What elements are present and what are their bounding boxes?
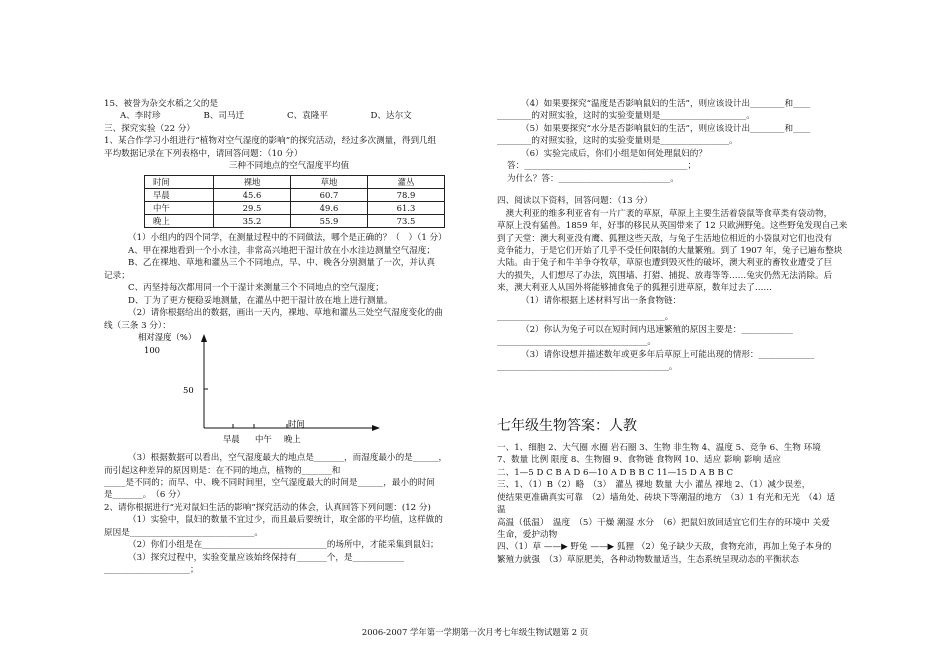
reading-line: 大陆。由于兔子和牛羊争夺牧草，草原也遭到毁灭性的破坏，澳大利亚的畜牧业遭受了巨: [497, 258, 833, 269]
table-cell: 45.6: [214, 188, 291, 201]
option-c: C、袁隆平: [287, 111, 328, 122]
question-2-5-cont: ________的对照实验，这时的实验变量则是________________。: [497, 136, 738, 147]
table-row: [145, 188, 445, 201]
section-4-heading: 四、阅读以下资料，回答问题：（13 分）: [497, 196, 653, 207]
option-b: B、司马迁: [203, 111, 245, 122]
right-column: [497, 98, 848, 566]
table-header-cell: 时间: [145, 175, 214, 188]
table-header-cell: 裸地: [214, 175, 291, 188]
option-1-1-b-cont: 记录；: [104, 270, 130, 281]
arrow-right-icon: ——▶: [543, 542, 568, 553]
question-1-2-cont: 线（三条 3 分）：: [104, 320, 171, 331]
reading-line: 澳大利亚的维多利亚省有一片广袤的草原，草原上主要生活着袋鼠等食草类有袋动物，: [497, 208, 833, 219]
question-2-6-why: 为什么？答：__________________________。: [507, 173, 679, 184]
x-tick-label: 中午: [255, 434, 272, 445]
question-1-intro-2: 平均数据记录在下列表格中，请回答问题：（10 分）: [104, 148, 303, 159]
question-2-5: （5）如果要探究“水分是否影响鼠妇的生活”，则应该设计出________和____: [521, 123, 811, 134]
table-row: [145, 202, 445, 215]
y-tick-label: 50: [183, 385, 194, 396]
left-column: [104, 98, 454, 577]
arrow-right-icon: ——▶: [590, 542, 615, 553]
answer-line: 温: [497, 505, 506, 516]
humidity-chart: [104, 332, 454, 452]
reading-line: 到了天堂：澳大利亚没有鹰、狐狸这些天敌，与兔子生活地位相近的小袋鼠对它们也没有: [497, 233, 833, 244]
question-2-1-cont: 原因是_____________________________。: [104, 527, 263, 538]
reading-question-2: （2）你认为兔子可以在短时间内迅速繁殖的原因主要是：____________: [521, 324, 793, 335]
question-2-6-answer: 答：______________________________________；: [507, 161, 697, 172]
question-2-4-cont: ________的对照实验，这时的实验变量则是____________________。: [497, 111, 755, 122]
table-cell: 29.5: [214, 202, 291, 215]
answer-line: 使结果更准确真实可靠 （2）墙角处、砖块下等潮湿的地方 （3）1 有光和无光 （4）适: [497, 492, 836, 503]
answer-line: 三、1、（1）B（2）略 （3） 灌丛 裸地 数量 大小 灌丛 裸地 2、（1）减少误差，: [497, 480, 811, 491]
x-axis-arrow: [372, 425, 380, 431]
reading-question-3-blank: ________________________________________。: [497, 362, 678, 373]
question-2-2: （2）你们小组是在_____________________________的场所中，才能采集到鼠妇；: [128, 540, 439, 551]
answer-line: 一、1、细胞 2、大气圈 水圈 岩石圈 3、生物 非生物 4、温度 5、竞争 6、生物 环境: [497, 442, 821, 453]
table-cell: 49.6: [291, 202, 368, 215]
reading-line: 来，澳大利亚人从国外将能够捕食兔子的狐狸引进草原，数年过去了……: [497, 283, 773, 294]
question-1-3: （3）根据数据可以看出，空气湿度最大的地点是_______，而湿度最小的是______，: [128, 453, 448, 464]
option-d: D、达尔文: [370, 111, 412, 122]
reading-question-1-blank: _______________________________________。: [497, 312, 674, 323]
reading-question-1: （1）请你根据上述材料写出一条食物链：: [521, 295, 682, 306]
question-2: 2、请你根据进行“光对鼠妇生活的影响”探究活动的体会，认真回答下列问题：(12 分): [104, 502, 431, 513]
answer-line: 二、1—5 D C B A D 6—10 A D B B C 11—15 D A B B C: [497, 467, 734, 478]
option-a: A、李时珍: [120, 111, 161, 122]
table-header-cell: 草地: [291, 175, 368, 188]
question-2-3: （3）探究过程中，实验变量应该始终保持有_______个，是____________: [128, 552, 405, 563]
table-cell: 35.2: [214, 215, 291, 228]
reading-line: 草原上没有猛兽。1859 年，好事的移民从英国带来了 12 只欧洲野兔。这些野兔发现自己来: [497, 221, 848, 232]
question-1-3-cont-2: _____是不同的；而早、中、晚不同时间里，空气湿度最大的时间是______，最小的时间: [104, 478, 435, 488]
table-row: [145, 215, 445, 228]
x-tick-label: 早晨: [223, 434, 240, 445]
question-1-3-cont-3: 是_______。 （6 分）: [104, 490, 186, 501]
answer-4-mid: 野兔: [570, 542, 588, 553]
table-cell: 早晨: [145, 188, 214, 201]
table-cell: 中午: [145, 202, 214, 215]
section-3-heading: 三、探究实验（22 分）: [104, 123, 196, 134]
answer-4-rest: （2）兔子缺少天敌，食物充沛，再加上兔子本身的: [636, 542, 832, 553]
reading-question-2-blank: ___________________________________。: [497, 337, 656, 348]
x-axis-label: 时间: [288, 419, 305, 430]
y-tick-label: 100: [144, 345, 160, 356]
table-cell: 晚上: [145, 215, 214, 228]
answer-line: 7、数量 比例 限度 8、生物圈 9、食物链 食物网 10、适应 影响 影响 适应: [497, 455, 781, 466]
answer-4-end: 狐狸: [616, 542, 635, 553]
option-1-1-c: C、丙坚持每次都用同一个干湿计来测量三个不同地点的空气湿度；: [128, 283, 384, 294]
question-2-3-cont: ____________________；: [104, 565, 199, 576]
y-axis-label: 相对湿度（%）: [138, 332, 197, 343]
x-tick-label: 晚上: [284, 434, 301, 445]
option-1-1-d: D、丁为了更方便稳妥地测量，在灌丛中把干湿计放在地上进行测量。: [128, 295, 393, 306]
question-15-options: [104, 110, 454, 122]
question-1-2: （2）请你根据给出的数据，画出一天内，裸地、草地和灌丛三处空气湿度变化的曲: [128, 308, 443, 319]
y-axis-arrow: [201, 334, 207, 342]
answer-food-chain: [497, 541, 842, 553]
table-cell: 73.5: [368, 215, 445, 228]
answer-line: 生命，爱护动物: [497, 529, 558, 540]
question-1-1: （1）小组内的四个同学，在测量过程中的不同做法，哪个是正确的？（ ）（1 分）: [128, 233, 447, 244]
page-footer: 2006-2007 学年第一学期第一次月考七年级生物试题第 2 页: [361, 627, 589, 637]
table-cell: 78.9: [368, 188, 445, 201]
question-1-intro: 1、某合作学习小组进行“植物对空气湿度的影响”的探究活动，经过多次测量，得到几组: [104, 136, 437, 147]
table-header-row: [145, 175, 445, 188]
humidity-chart-svg: [104, 332, 454, 452]
answer-4-last: 繁殖力就强 （3）草原肥美，各种动物数量适当，生态系统呈现动态的平衡状态: [497, 554, 799, 565]
question-2-4: （4）如果要探究“温度是否影响鼠妇的生活”，则应该设计出________和____: [521, 99, 811, 109]
question-2-1: （1）实验中，鼠妇的数量不宜过少，而且最后要统计，取全部的平均值，这样做的: [128, 515, 443, 526]
reading-question-3: （3）请你设想并描述数年或更多年后草原上可能出现的情形：_____________: [521, 349, 815, 360]
table-cell: 61.3: [368, 202, 445, 215]
table-title: 三种不同地点的空气湿度平均值: [228, 161, 350, 172]
question-15: 15、被誉为杂交水稻之父的是: [104, 99, 219, 109]
answer-title: 七年级生物答案：人教: [497, 417, 637, 434]
question-2-6: （6）实验完成后，你们小组是如何处理鼠妇的？: [521, 148, 707, 159]
answer-line: 高温（低温） 温度 （5）干燥 潮湿 水分 （6）把鼠妇放回适宜它们生存的环境中 关爱: [497, 517, 830, 528]
table-cell: 60.7: [291, 188, 368, 201]
option-1-1-b: B、乙在裸地、草地和灌丛三个不同地点，早、中、晚各分别测量了一次，并认真: [128, 258, 436, 269]
table-header-cell: 灌丛: [368, 175, 445, 188]
table-cell: 55.9: [291, 215, 368, 228]
answer-4-prefix: 四、（1）草: [497, 542, 542, 553]
option-1-1-a: A、甲在裸地看到一个小水洼，非常高兴地把干湿计放在小水洼边测量空气湿度；: [128, 245, 435, 256]
question-1-3-cont: 而引起这种差异的原因则是：在不同的地点，植物的_______和: [104, 465, 341, 476]
reading-line: 大的损失，人们想尽了办法，筑围墙、打猎、捕捉、放毒等等……兔灾仍然无法消除。后: [497, 270, 833, 281]
humidity-table: [144, 175, 445, 229]
reading-line: 竞争能力，于是它们开始了几乎不受任何限制的大量繁殖。到了 1907 年，兔子已遍布整块: [497, 245, 843, 256]
